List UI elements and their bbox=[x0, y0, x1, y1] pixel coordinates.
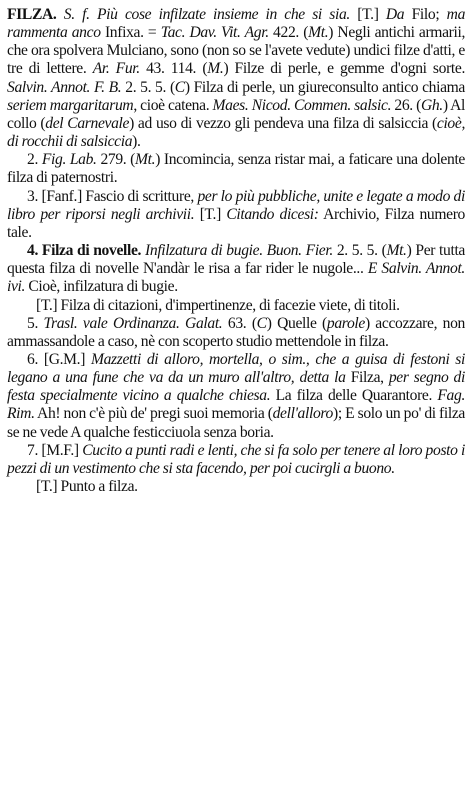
text-run: Mazzetti di alloro, mortella, o sim., che a guisa di festoni si legano a una fune che va da un muro all'altro, detta la bbox=[7, 350, 465, 387]
text-run: 422. ( bbox=[268, 24, 309, 42]
entry-body bbox=[7, 6, 465, 150]
text-run: 6. [G.M.] bbox=[27, 350, 91, 368]
sense-paragraph bbox=[7, 351, 465, 442]
part-of-speech: S. f. bbox=[56, 6, 90, 23]
text-run: parole bbox=[326, 314, 365, 332]
text-run: Filo; bbox=[411, 6, 447, 23]
text-run: Cioè, infilzatura di bugie. bbox=[25, 278, 178, 296]
text-run: Ah! non c'è più de' pregi suoi memoria ( bbox=[34, 405, 273, 423]
text-run: C bbox=[256, 314, 267, 332]
text-run: ) Per tutta questa filza di novelle N'andàr le risa a far rider le nugole... bbox=[7, 242, 465, 278]
text-run: Ar. Fur. bbox=[92, 60, 140, 78]
entry-filza bbox=[7, 6, 465, 151]
text-run: 3. [Fanf.] Fascio di scritture, bbox=[27, 187, 198, 205]
text-run: 4. Filza di novelle. bbox=[27, 242, 142, 260]
sense-paragraph bbox=[7, 242, 465, 296]
text-run: ) Al collo ( bbox=[7, 96, 465, 132]
text-run: 279. ( bbox=[96, 151, 136, 169]
text-run: del Carnevale bbox=[45, 114, 130, 132]
text-run: Archivio, Filza numero tale. bbox=[7, 205, 466, 241]
text-run: Gh. bbox=[420, 96, 443, 114]
text-run: 2. bbox=[27, 151, 42, 169]
text-run: Citando dicesi: bbox=[226, 205, 319, 223]
sense-paragraph bbox=[7, 442, 465, 478]
text-run: ). bbox=[132, 133, 141, 151]
text-run: E Salvin. Annot. ivi. bbox=[7, 260, 465, 296]
text-run: 2. 5. 5. ( bbox=[332, 242, 387, 260]
text-run: La filza delle Quarantore. bbox=[270, 387, 438, 405]
text-run: 2. 5. 5. ( bbox=[121, 78, 175, 96]
text-run: ) Negli antichi armarii, che ora spolvera Mulciano, sono (non so se l'avete vedute) undici filze d'atti, e tre di lettere. bbox=[7, 24, 465, 78]
text-run: ) Quelle ( bbox=[266, 314, 327, 332]
text-run: per segno di festa specialmente vicino a qualche chiesa. bbox=[7, 369, 465, 405]
text-run: ) ad uso di vezzo gli pendeva una filza di salsiccia ( bbox=[129, 114, 437, 132]
sense-paragraph bbox=[7, 315, 465, 351]
text-run: ) Filza di perle, un giureconsulto antico chiama bbox=[184, 78, 465, 96]
text-run: 26. ( bbox=[391, 96, 421, 114]
text-run: ma rammenta anco bbox=[7, 6, 466, 42]
text-run: Fag. Rim. bbox=[7, 387, 465, 423]
main-definition: Più cose infilzate insieme in che si sia. bbox=[89, 6, 350, 23]
text-run: Cucito a punti radi e lenti, che si fa solo per tenere al loro posto i pezzi di un vestimento che si sta facendo, per poi cucirgli a buono. bbox=[7, 441, 465, 477]
text-run: Salvin. Annot. F. B. bbox=[7, 78, 122, 96]
text-run: M. bbox=[207, 60, 224, 78]
text-run: Mt. bbox=[135, 151, 156, 169]
text-run: ); E solo un po' di filza se ne vede A qualche festicciuola senza boria. bbox=[7, 405, 465, 441]
text-run: ) Incomincia, senza ristar mai, a faticare una dolente filza di paternostri. bbox=[7, 151, 466, 187]
text-run: seriem margaritarum bbox=[7, 96, 134, 114]
text-run: ) accozzare, non ammassandole a caso, nè con scoperto studio mettendole in filza. bbox=[7, 314, 465, 350]
text-run: Da bbox=[385, 6, 412, 23]
sub-sense-paragraph bbox=[7, 297, 465, 315]
sense-paragraph bbox=[7, 188, 465, 242]
text-run: Infixa. = bbox=[104, 24, 161, 42]
text-run: , cioè catena. bbox=[133, 96, 213, 114]
text-run: cioè, di rocchii di salsiccia bbox=[7, 114, 465, 151]
text-run: Infilzatura di bugie. Buon. Fier. bbox=[141, 242, 333, 260]
headword: FILZA. bbox=[7, 6, 57, 23]
text-run: dell'alloro bbox=[272, 405, 334, 423]
sense-paragraph bbox=[7, 151, 465, 187]
text-run: 5. bbox=[27, 314, 44, 332]
text-run: 7. [M.F.] bbox=[27, 441, 83, 459]
text-run: [T.] Punto a filza. bbox=[36, 478, 138, 496]
text-run: ) Filze di perle, e gemme d'ogni sorte. bbox=[223, 60, 466, 78]
text-run: Maes. Nicod. Commen. salsic. bbox=[212, 96, 392, 114]
senses-list bbox=[7, 151, 465, 496]
sub-sense-paragraph bbox=[7, 478, 465, 496]
text-run: [T.] bbox=[357, 6, 386, 23]
text-run: Mt. bbox=[386, 242, 407, 260]
text-run: Filza, bbox=[345, 369, 389, 387]
text-run: 43. 114. ( bbox=[139, 60, 208, 78]
text-run: Fig. Lab. bbox=[41, 151, 97, 169]
text-run: [T.] Filza di citazioni, d'impertinenze, di facezie viete, di titoli. bbox=[36, 296, 400, 314]
text-run: Tac. Dav. Vit. Agr. bbox=[160, 24, 269, 42]
text-run: 63. ( bbox=[222, 314, 257, 332]
text-run: Trasl. vale Ordinanza. Galat. bbox=[43, 314, 223, 332]
text-run: [T.] bbox=[194, 205, 227, 223]
text-run: C bbox=[174, 78, 185, 96]
text-run: Mt. bbox=[308, 24, 329, 42]
text-run: per lo più pubbliche, unite e legate a modo di libro per riporsi negli archivii. bbox=[7, 187, 465, 223]
